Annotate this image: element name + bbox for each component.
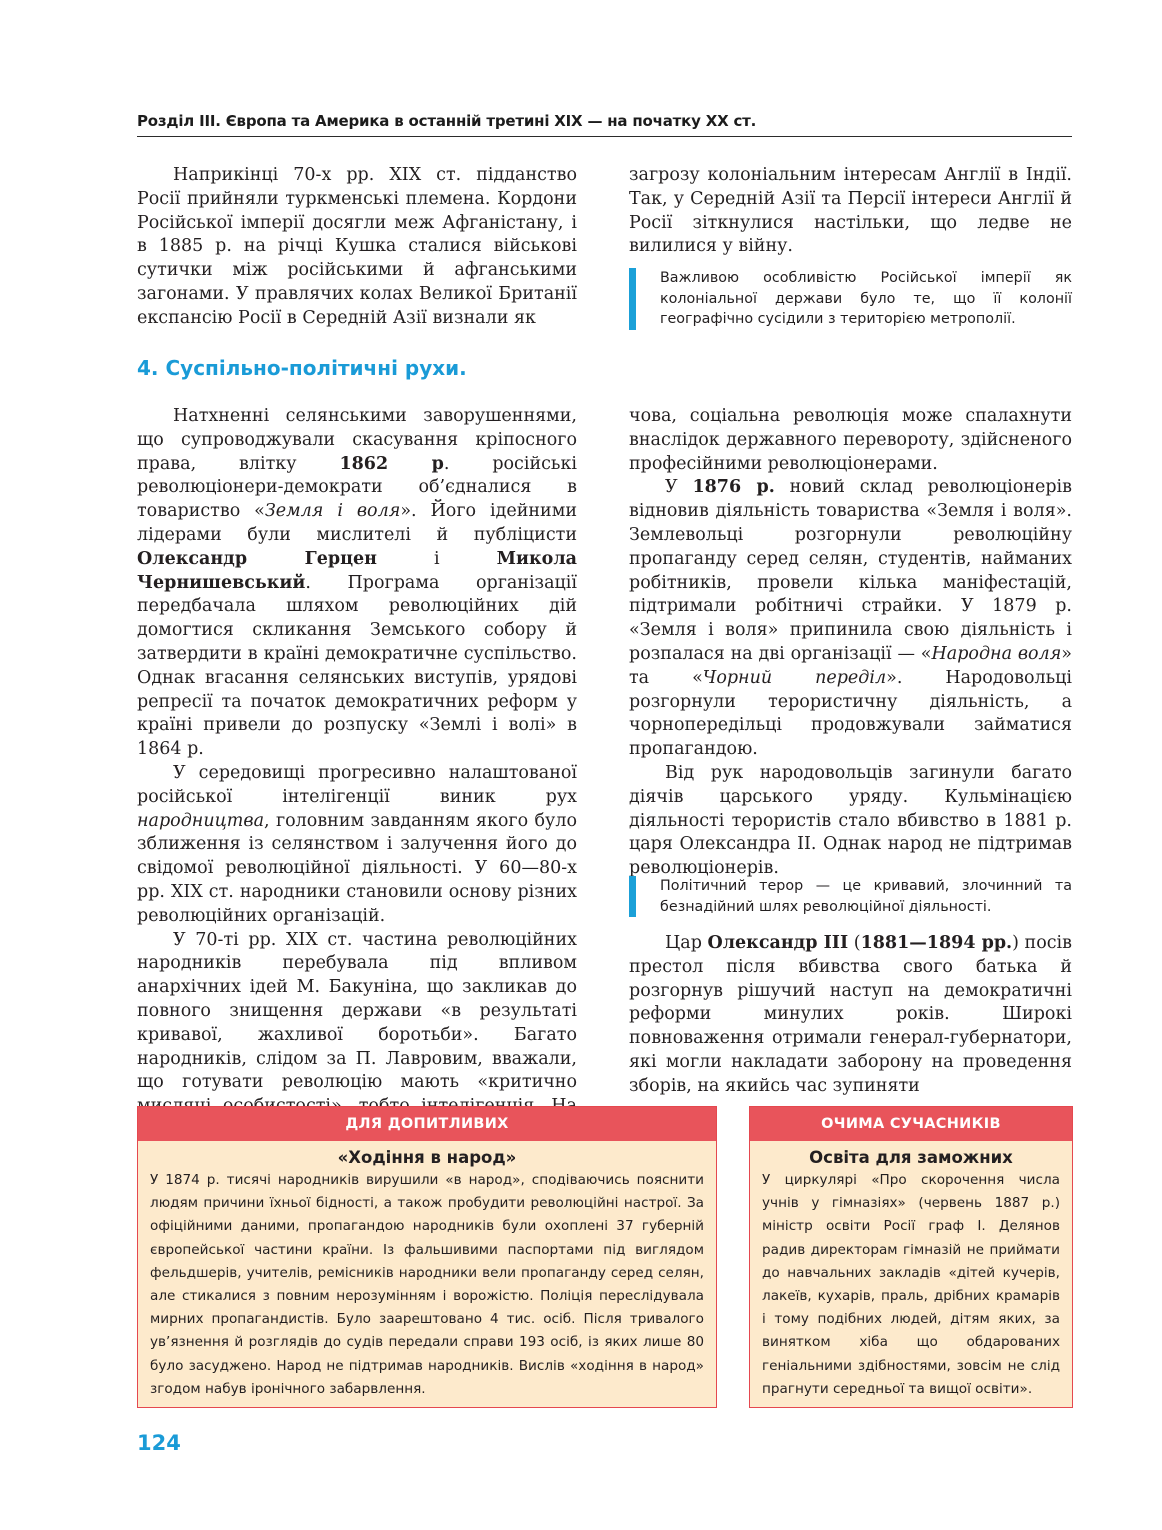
paragraph: У середовищі прогресивно налаштованої російської інтелігенції виник рух народництва, головним завданням якого було зближення із селянством і залучення його до свідомої революційної діяльності. У 60—80-х рр. ХІХ ст. народники становили основу різних революційних організацій. — [137, 762, 577, 926]
highlight-note: Важливою особливістю Російської імперії як колоніальної держави було те, що її колонії географічно сусідили з територією метрополії. — [629, 268, 1072, 330]
paragraph: Від рук народовольців загинули багато діячів царського уряду. Кульмінацією діяльності терористів стало вбивство в 1881 р. царя Олександра ІІ. Однак народ не підтримав революціонерів. — [629, 762, 1072, 879]
page-number: 124 — [137, 1431, 181, 1455]
page-header: Розділ ІІІ. Європа та Америка в останній третині ХІХ — на початку ХХ ст. — [137, 108, 1072, 137]
text-column-right-lower — [629, 932, 1072, 1099]
paragraph: У 70-ті рр. ХІХ ст. частина революційних народників перебувала під впливом анархічних ідей М. Бакуніна, що закликав до повного знищення держави «в результаті кривавої, жахливої боротьби». Багато народників, слідом за П. Лавровим, вважали, що готувати революцію мають «критично — [137, 929, 577, 1093]
box-title: Освіта для заможних — [809, 1148, 1013, 1167]
section-title: 4. Суспільно-політичні рухи. — [137, 356, 467, 380]
box-header: ОЧИМА СУЧАСНИКІВ — [750, 1107, 1072, 1141]
paragraph: Натхненні селянськими заворушеннями, що супроводжували скасування кріпосного права, влітку 1862 р. російські революціонери-демократи об’єдналися в товариство «Земля і воля». Його ідейними лідерами були мислителі й публіцисти Олександр Герцен і Микола Чернишевський. Програма організації передбачала шляхом революційних дій домогтися скликання Земського собору й затвердити в країні демократичне суспільство. Однак вгасання селянських виступів, урядові репресії та початок демократичних реформ у країні привели до розпуску «Землі і волі» в 1864 р. — [137, 406, 577, 760]
box-text: У циркулярі «Про скорочення числа учнів у гімназіях» (червень 1887 р.) міністр освіти Росії граф І. Делянов радив директорам гімназій не приймати до навчальних закладів «дітей кучерів, лакеїв, кухарів, праль, дрібних крамарів і тому подібних людей, дітям яких, за винятком хіба що обдарованих геніальними здібностями, зовсім не слід прагнути середньої та вищої освіти». — [762, 1172, 1060, 1397]
text-column-left — [137, 405, 577, 1143]
contemporaries-box — [749, 1106, 1073, 1408]
paragraph: загрозу колоніальним інтересам Англії в Індії. Так, у Середній Азії та Персії інтереси Англії й Росії зіткнулися настільки, що ледве не вилилися у війну. — [629, 165, 1072, 257]
highlight-note: Політичний терор — це кривавий, злочинний та безнадійний шлях революційної діяльності. — [629, 876, 1072, 917]
text-column-right — [629, 405, 1072, 881]
text-column-top-left — [137, 164, 577, 331]
paragraph: Наприкінці 70-х рр. ХІХ ст. підданство Росії прийняли туркменські племена. Кордони Російської імперії досягли меж Афганістану, і в 1885 р. на річці Кушка сталися військові сутички між російськими й афганськими загонами. У правлячих колах Великої Британії експансію Росії в Середній Азії визнали як — [137, 165, 577, 328]
paragraph: чова, соціальна революція може спалахнути внаслідок державного перевороту, здійсненого професійними революціонерами. — [629, 406, 1072, 474]
curious-box — [137, 1106, 717, 1408]
text-column-top-right — [629, 164, 1072, 259]
box-header: ДЛЯ ДОПИТЛИВИХ — [138, 1107, 716, 1141]
box-text: У 1874 р. тисячі народників вирушили «в народ», сподіваючись пояснити людям причини їхньої бідності, а також пробудити революційні настрої. За офіційними даними, пропагандою народників були охоплені 37 губерній європейської частини країни. Із фальшивими паспортами під виглядом фельдшерів, учителів, ремісників народники вели пропаганду серед селян, але стикалися з повним нерозумінням і ворожістю. Поліція переслідувала мирних пропагандистів. Було заарештовано 4 тис. осіб. Після тривалого ув’язнення й розглядів до судів передали справи 193 осіб, із яких лише 80 було засуджено. Народ не підтримав народників. Вислів «ходіння в народ» згодом набув іронічного забарвлення. — [150, 1172, 704, 1397]
paragraph: Цар Олександр ІІІ (1881—1894 рр.) посів престол після вбивства свого батька й розгорнув рішучий наступ на демократичні реформи минулих років. Широкі повноваження отримали генерал-губернатори, які могли накладати заборону на проведення зборів, на якийсь час зупиняти — [629, 933, 1072, 1096]
box-title: «Ходіння в народ» — [337, 1148, 517, 1167]
paragraph: У 1876 р. новий склад революціонерів відновив діяльність товариства «Земля і воля». Землевольці розгорнули революційну пропаганду серед селян, студентів, найманих робітників, провели кілька маніфестацій, підтримали робітничі страйки. У 1879 р. «Земля і воля» припинила свою діяльність і розпалася на дві організації — «Народна воля» та «Чорний переділ». Народовольці розгорнули терористичну діяльність, а чорнопередільці продовжували займатися пропагандою. — [629, 477, 1073, 760]
